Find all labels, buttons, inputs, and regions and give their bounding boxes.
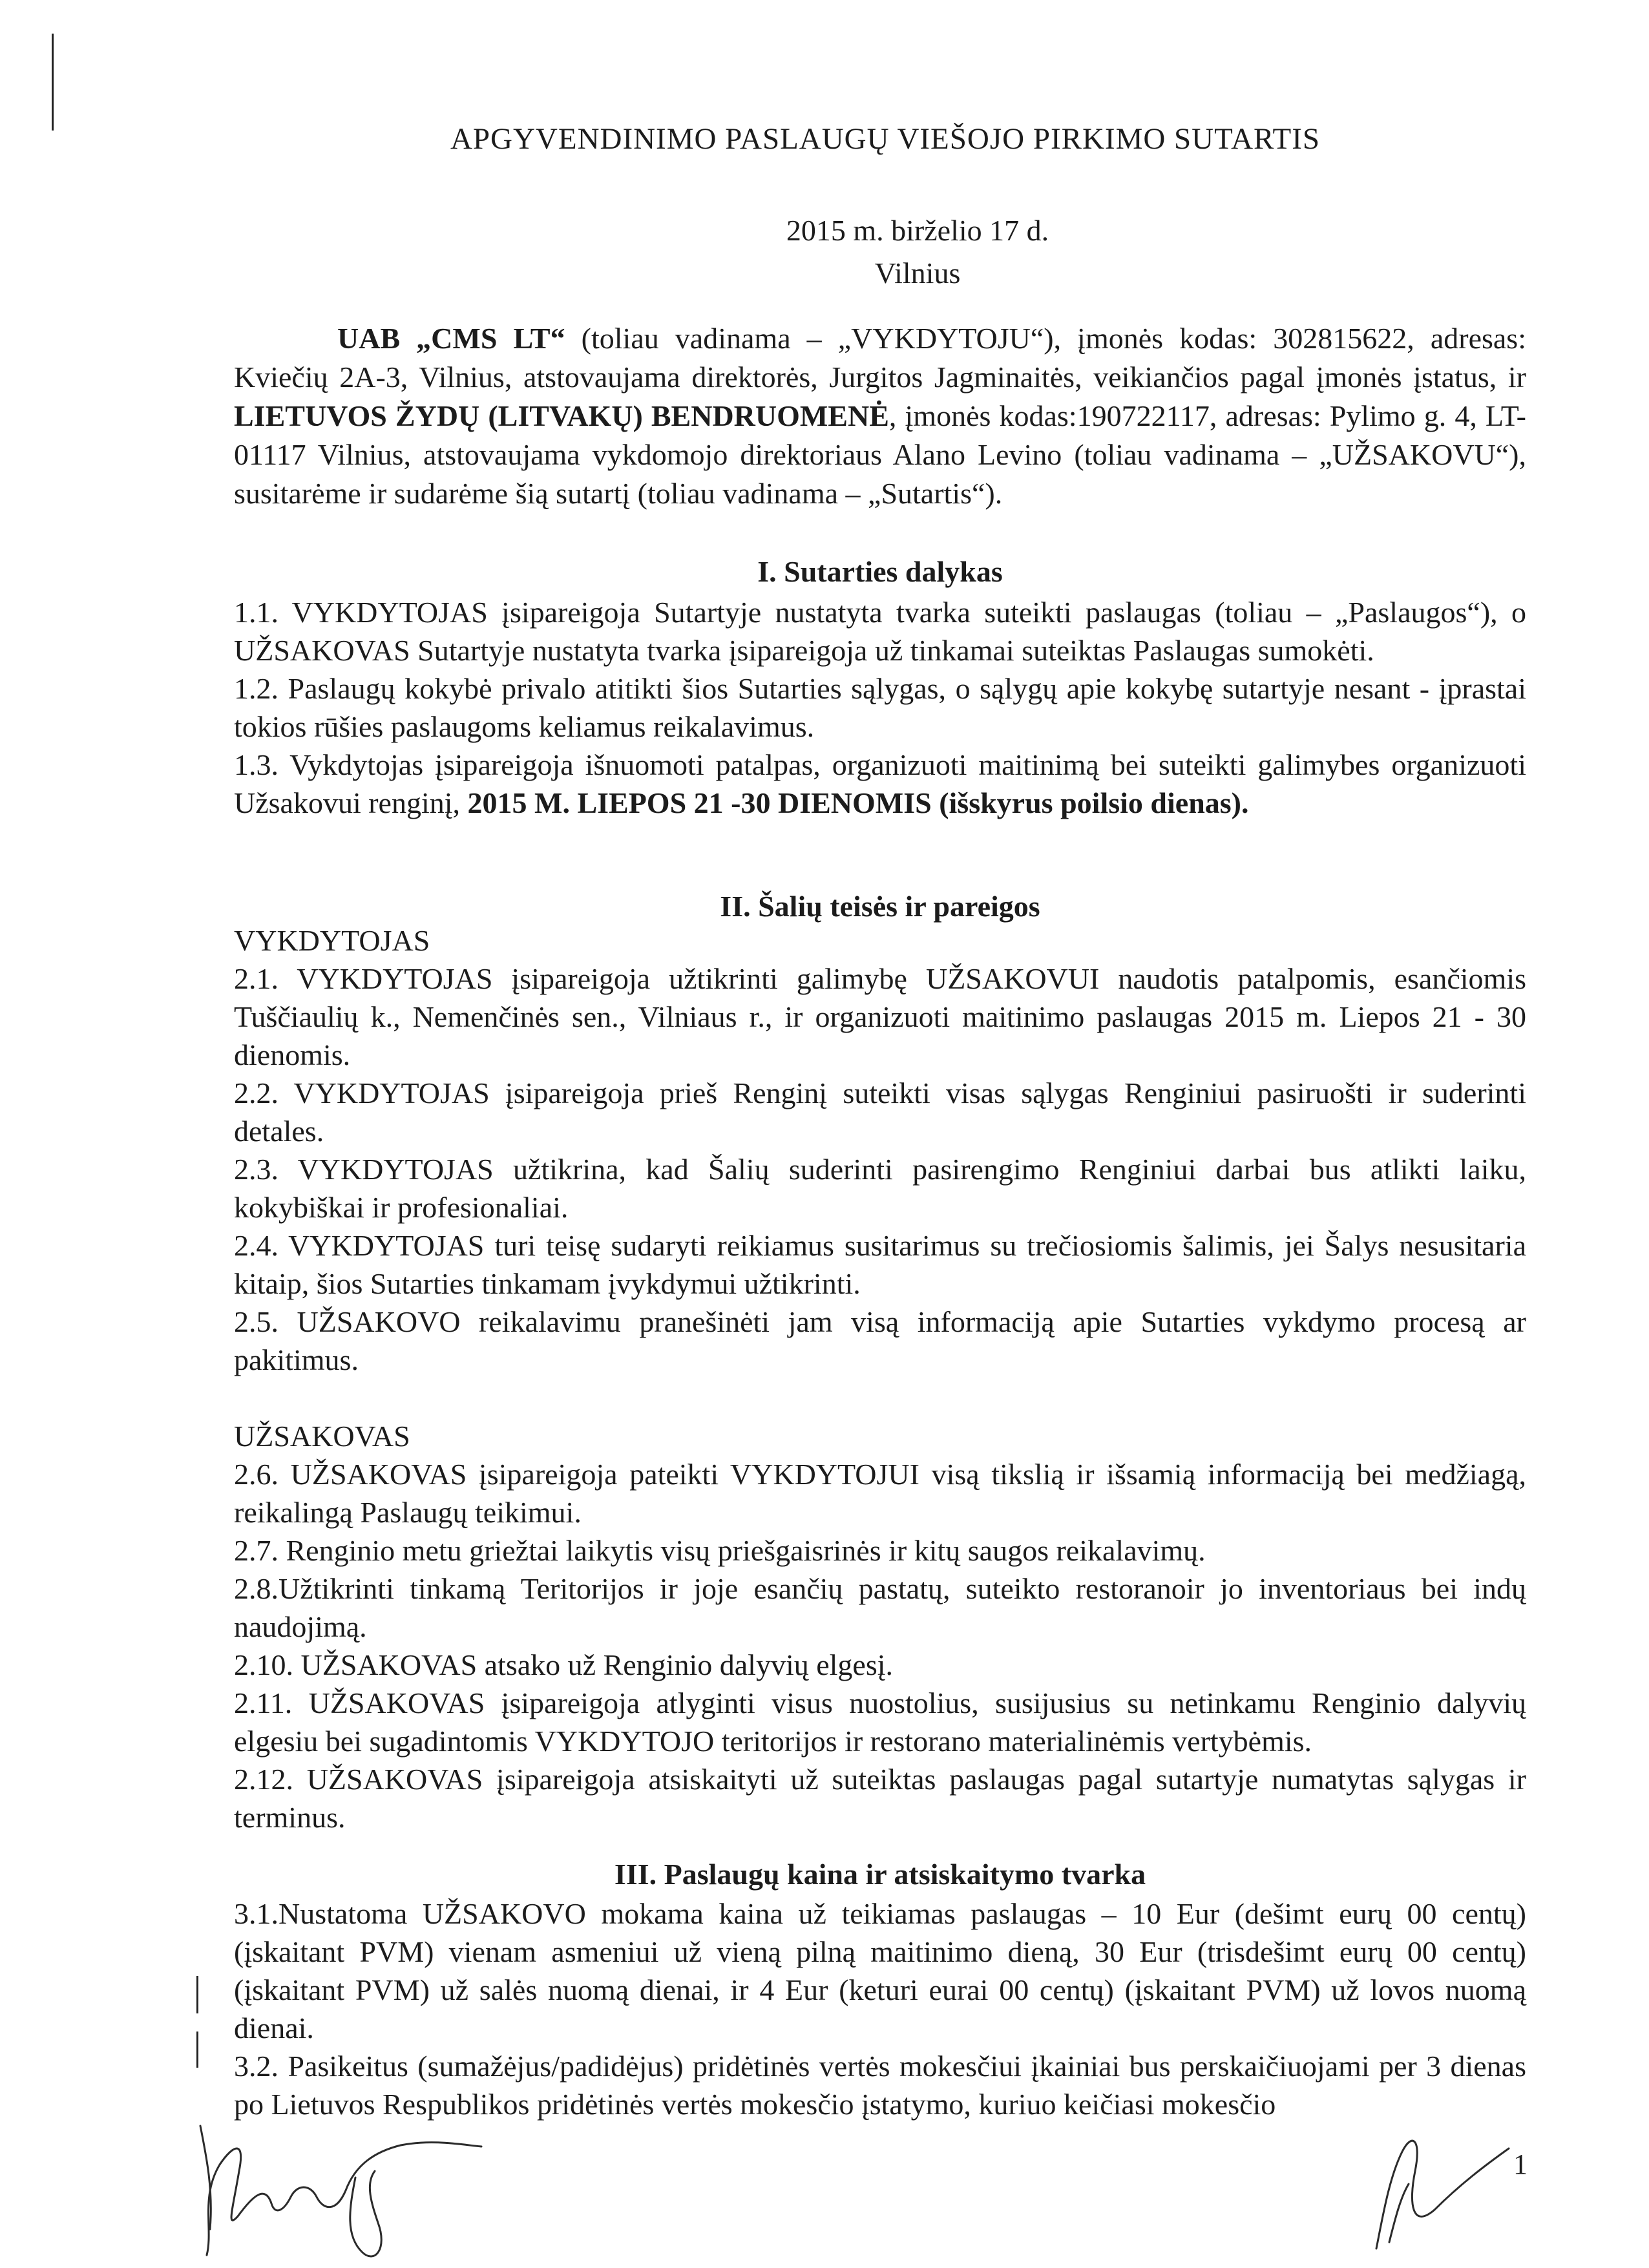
- margin-mark: [196, 2032, 198, 2068]
- client-label: UŽSAKOVAS: [234, 1420, 410, 1453]
- date-place: [737, 209, 1098, 295]
- page-number: 1: [1513, 2148, 1528, 2180]
- clause-2-5: 2.5. UŽSAKOVO reikalavimu pranešinėti jam visą informaciją apie Sutarties vykdymo procesą ar pakitimus.: [234, 1305, 1526, 1376]
- clause-1-3-text: 1.3. Vykdytojas įsipareigoja išnuomoti patalpas, organizuoti maitinimą bei suteikti galimybes organizuoti Užsakovui renginį,: [234, 748, 1526, 819]
- clause-3-2: 3.2. Pasikeitus (sumažėjus/padidėjus) pridėtinės vertės mokesčiui įkainiai bus perskaičiuojami per 3 dienas po Lietuvos Respublikos pridėtinės vertės mokesčio įstatymo, kuriuo keičiasi mokesčio: [234, 2050, 1526, 2121]
- signature-right: [1363, 2087, 1512, 2255]
- signature-left: [162, 2100, 485, 2268]
- party2-name: LIETUVOS ŽYDŲ (LITVAKŲ) BENDRUOMENĖ: [234, 399, 889, 432]
- clause-2-10: 2.10. UŽSAKOVAS atsako už Renginio dalyvių elgesį.: [234, 1648, 894, 1681]
- clause-2-4: 2.4. VYKDYTOJAS turi teisę sudaryti reikiamus susitarimus su trečiosiomis šalimis, jei Šalys nesusitaria kitaip, šios Sutarties tinkamam įvykdymui užtikrinti.: [234, 1229, 1526, 1300]
- section2-body: [234, 921, 1526, 1836]
- clause-2-12: 2.12. UŽSAKOVAS įsipareigoja atsiskaityti už suteiktas paslaugas pagal sutartyje numatytas sąlygas ir terminus.: [234, 1763, 1526, 1834]
- document-place: Vilnius: [874, 257, 961, 289]
- contractor-label: VYKDYTOJAS: [234, 924, 430, 957]
- party1-details: (toliau vadinama – „VYKDYTOJU“), įmonės kodas: 302815622, adresas: Kviečių 2A-3, Vilnius, atstovaujama direktorės, Jurgitos Jagminaitės, veikiančios pagal įmonės įstatus, ir: [234, 322, 1526, 394]
- clause-1-1: 1.1. VYKDYTOJAS įsipareigoja Sutartyje nustatyta tvarka suteikti paslaugas (toliau – „Paslaugos“), o UŽSAKOVAS Sutartyje nustatyta tvarka įsipareigoja už tinkamai suteiktas Paslaugas sumokėti.: [234, 596, 1526, 667]
- clause-2-1: 2.1. VYKDYTOJAS įsipareigoja užtikrinti galimybę UŽSAKOVUI naudotis patalpomis, esančiomis Tuščiaulių k., Nemenčinės sen., Vilniaus r., ir organizuoti maitinimo paslaugas 2015 m. Liepos 21 - 30 dienomis.: [234, 962, 1526, 1071]
- section1-body: [234, 593, 1526, 822]
- intro-paragraph: [234, 319, 1526, 513]
- section1-heading: I. Sutarties dalykas: [757, 555, 1003, 588]
- clause-2-6: 2.6. UŽSAKOVAS įsipareigoja pateikti VYKDYTOJUI visą tikslią ir išsamią informaciją bei medžiagą, reikalingą Paslaugų teikimui.: [234, 1458, 1526, 1529]
- spacer: [234, 1379, 1526, 1417]
- clause-2-8: 2.8.Užtikrinti tinkamą Teritorijos ir joje esančių pastatų, suteikto restoranoir jo inventoriaus bei indų naudojimą.: [234, 1572, 1526, 1643]
- party2-details: , įmonės kodas:190722117, adresas: Pylimo g. 4, LT-01117 Vilnius, atstovaujama vykdomojo direktoriaus Alano Levino (toliau vadinama – „UŽSAKOVU“), susitarėme ir sudarėme šią sutartį (toliau vadinama – „Sutartis“).: [234, 399, 1527, 510]
- clause-2-7: 2.7. Renginio metu griežtai laikytis visų priešgaisrinės ir kitų saugos reikalavimų.: [234, 1534, 1206, 1567]
- section3-body: [234, 1895, 1526, 2123]
- section2-heading: II. Šalių teisės ir pareigos: [720, 890, 1040, 923]
- clause-2-3: 2.3. VYKDYTOJAS užtikrina, kad Šalių suderinti pasirengimo Renginiui darbai bus atlikti laiku, kokybiškai ir profesionaliai.: [234, 1153, 1526, 1224]
- party1-name: UAB „CMS LT“: [337, 322, 565, 355]
- clause-1-3-dates: 2015 M. LIEPOS 21 -30 DIENOMIS (išskyrus poilsio dienas).: [467, 786, 1249, 819]
- clause-2-11: 2.11. UŽSAKOVAS įsipareigoja atlyginti visus nuostolius, susijusius su netinkamu Renginio dalyvių elgesiu bei sugadintomis VYKDYTOJO teritorijos ir restorano materialinėmis vertybėmis.: [234, 1686, 1526, 1758]
- clause-1-3: [234, 746, 1526, 822]
- clause-3-1: 3.1.Nustatoma UŽSAKOVO mokama kaina už teikiamas paslaugas – 10 Eur (dešimt eurų 00 centų) (įskaitant PVM) vienam asmeniui už vieną pilną maitinimo dieną, 30 Eur (trisdešimt eurų 00 centų) (įskaitant PVM) už salės nuomą dienai, ir 4 Eur (keturi eurai 00 centų) (įskaitant PVM) už lovos nuomą dienai.: [234, 1897, 1526, 2044]
- clause-2-2: 2.2. VYKDYTOJAS įsipareigoja prieš Renginį suteikti visas sąlygas Renginiui pasiruošti ir suderinti detales.: [234, 1076, 1526, 1148]
- document-title: APGYVENDINIMO PASLAUGŲ VIEŠOJO PIRKIMO SUTARTIS: [450, 122, 1321, 156]
- margin-mark: [196, 1976, 198, 2013]
- scan-mark: [52, 34, 54, 131]
- document-date: 2015 m. birželio 17 d.: [786, 214, 1049, 247]
- clause-1-2: 1.2. Paslaugų kokybė privalo atitikti šios Sutarties sąlygas, o sąlygų apie kokybę sutartyje nesant - įprastai tokios rūšies paslaugoms keliamus reikalavimus.: [234, 672, 1526, 743]
- section3-heading: III. Paslaugų kaina ir atsiskaitymo tvarka: [614, 1858, 1146, 1891]
